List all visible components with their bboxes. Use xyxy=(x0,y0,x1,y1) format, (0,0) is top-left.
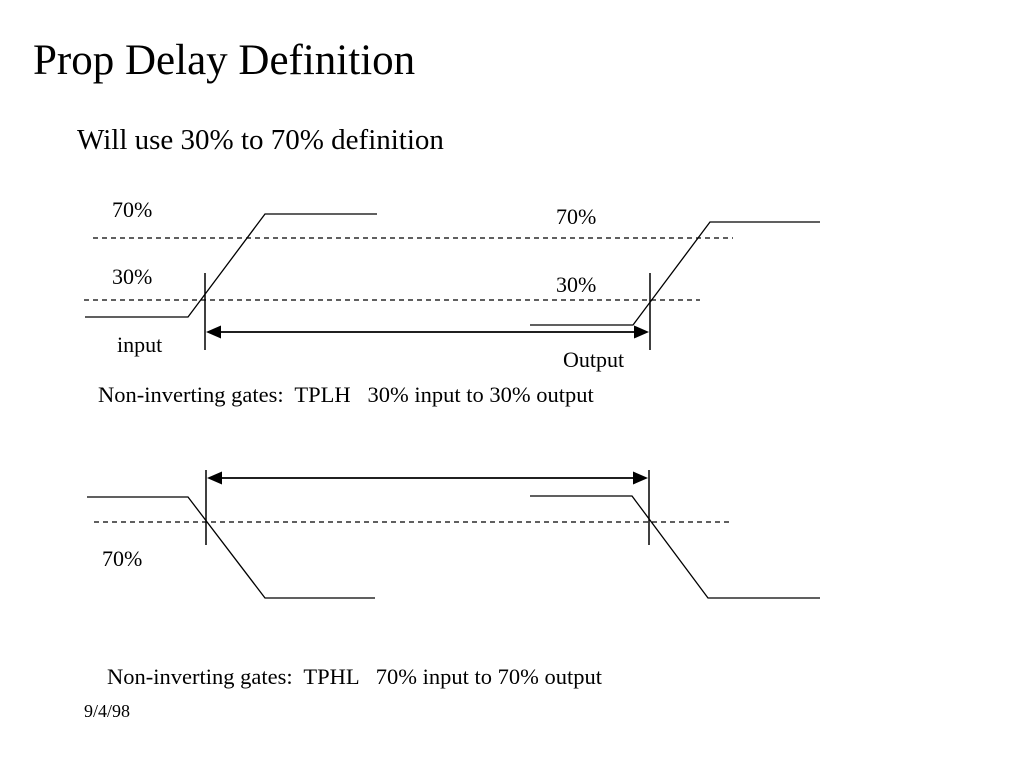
slide-title: Prop Delay Definition xyxy=(33,37,416,84)
tplh-output-name-label: Output xyxy=(563,347,625,372)
tphl-output-waveform xyxy=(530,496,820,598)
tplh-diagram xyxy=(84,214,820,350)
tplh-output-70-label: 70% xyxy=(556,204,597,229)
tplh-input-name-label: input xyxy=(117,332,163,357)
tphl-diagram xyxy=(87,470,820,598)
tplh-delay-arrow-left-head xyxy=(206,326,221,339)
tplh-caption: Non-inverting gates: TPLH 30% input to 30% output xyxy=(98,382,594,407)
tplh-output-30-label: 30% xyxy=(556,272,597,297)
tplh-input-70-label: 70% xyxy=(112,197,153,222)
tphl-caption: Non-inverting gates: TPHL 70% input to 70% output xyxy=(107,664,602,689)
slide-subtitle: Will use 30% to 70% definition xyxy=(77,124,444,156)
tphl-delay-arrow-right-head xyxy=(633,472,648,485)
tplh-delay-arrow-right-head xyxy=(634,326,649,339)
tphl-threshold-70-label: 70% xyxy=(102,546,143,571)
slide-date: 9/4/98 xyxy=(84,701,131,721)
tplh-input-30-label: 30% xyxy=(112,264,153,289)
tphl-delay-arrow-left-head xyxy=(207,472,222,485)
